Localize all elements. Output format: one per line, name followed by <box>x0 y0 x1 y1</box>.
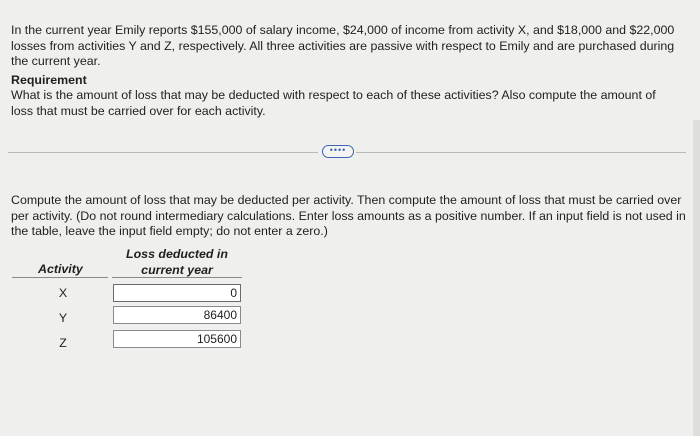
loss-input-y[interactable]: 86400 <box>113 306 241 324</box>
requirement-text: What is the amount of loss that may be deducted with respect to each of these activities? Also compute the amount of loss that must be carried over for each activity. <box>11 88 656 118</box>
loss-input-z[interactable]: 105600 <box>113 330 241 348</box>
header-rule-activity <box>12 277 108 278</box>
header-rule-loss <box>112 277 242 278</box>
expand-more-button[interactable]: •••• <box>322 145 354 158</box>
divider-right <box>356 152 686 153</box>
activity-y-label: Y <box>58 311 68 325</box>
problem-statement: In the current year Emily reports $155,000 of salary income, $24,000 of income from activity X, and $18,000 and $22,000 losses from activities Y and Z, respectively. All three activities are passive with respect to Emily and are purchased during the current year. <box>11 23 675 68</box>
activity-z-label: Z <box>59 336 67 350</box>
instructions-text: Compute the amount of loss that may be deducted per activity. Then compute the amount of loss that must be carried over per activity. (Do not round intermediary calculations. Enter loss amounts as a positive number. If an input field is not used in the table, leave the input field empty; do not enter a zero.) <box>11 193 686 238</box>
requirement-heading: Requirement <box>11 73 87 87</box>
loss-column-header: Loss deducted in current year <box>126 247 228 277</box>
scroll-edge <box>693 120 700 436</box>
activity-x-label: X <box>58 286 68 300</box>
loss-input-x[interactable]: 0 <box>113 284 241 302</box>
divider-left <box>8 152 318 153</box>
activity-column-header: Activity <box>38 262 83 276</box>
